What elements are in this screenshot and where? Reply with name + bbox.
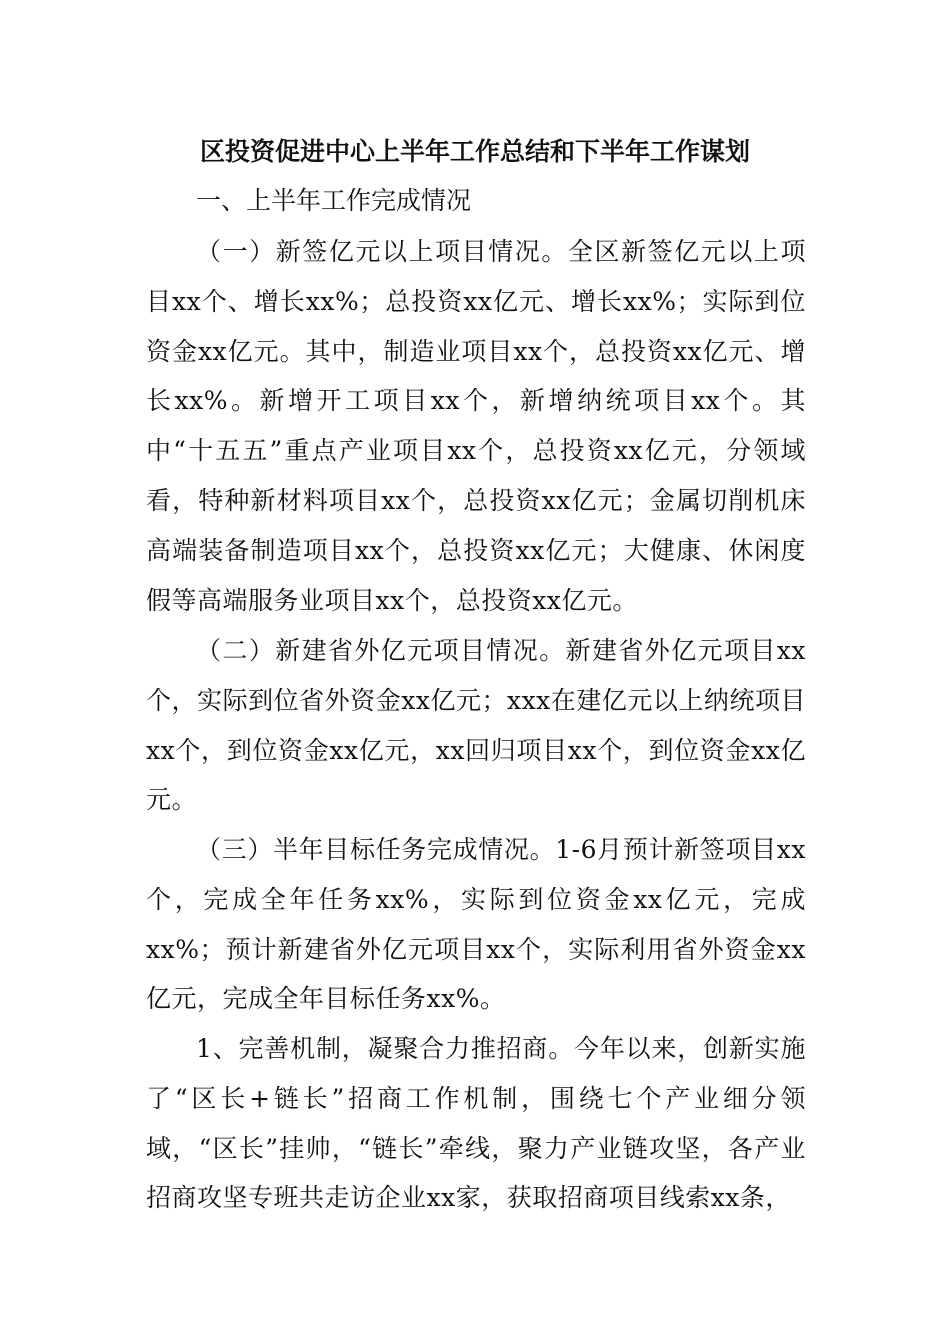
paragraph-out-of-province-projects: （二）新建省外亿元项目情况。新建省外亿元项目xx个，实际到位省外资金xx亿元；xxx在建亿元以上纳统项目xx个，到位资金xx亿元，xx回归项目xx个，到位资金xx亿元。: [146, 636, 806, 815]
document-title: 区投资促进中心上半年工作总结和下半年工作谋划: [199, 137, 750, 166]
paragraph-half-year-targets: （三）半年目标任务完成情况。1-6月预计新签项目xx个，完成全年任务xx%，实际到位资金xx亿元，完成xx%；预计新建省外亿元项目xx个，实际利用省外资金xx亿元，完成全年目标任务xx%。: [146, 835, 806, 1014]
paragraph-new-signed-projects: （一）新签亿元以上项目情况。全区新签亿元以上项目xx个、增长xx%；总投资xx亿元、增长xx%；实际到位资金xx亿元。其中，制造业项目xx个，总投资xx亿元、增长xx%。新增开工项目xx个，新增纳统项目xx个。其中“十五五”重点产业项目xx个，总投资xx亿元，分领域看，特种新材料项目xx个，总投资xx亿元；金属切削机床高端装备制造项目xx个，总投资xx亿元；大健康、休闲度假等高端服务业项目xx个，总投资xx亿元。: [146, 237, 806, 615]
section-heading: 一、上半年工作完成情况: [196, 186, 472, 215]
paragraph-improve-mechanism: 1、完善机制，凝聚合力推招商。今年以来，创新实施了“区长+链长”招商工作机制，围绕七个产业细分领域，“区长”挂帅，“链长”牵线，聚力产业链攻坚，各产业招商攻坚专班共走访企业xx家，获取招商项目线索xx条，: [146, 1034, 806, 1213]
